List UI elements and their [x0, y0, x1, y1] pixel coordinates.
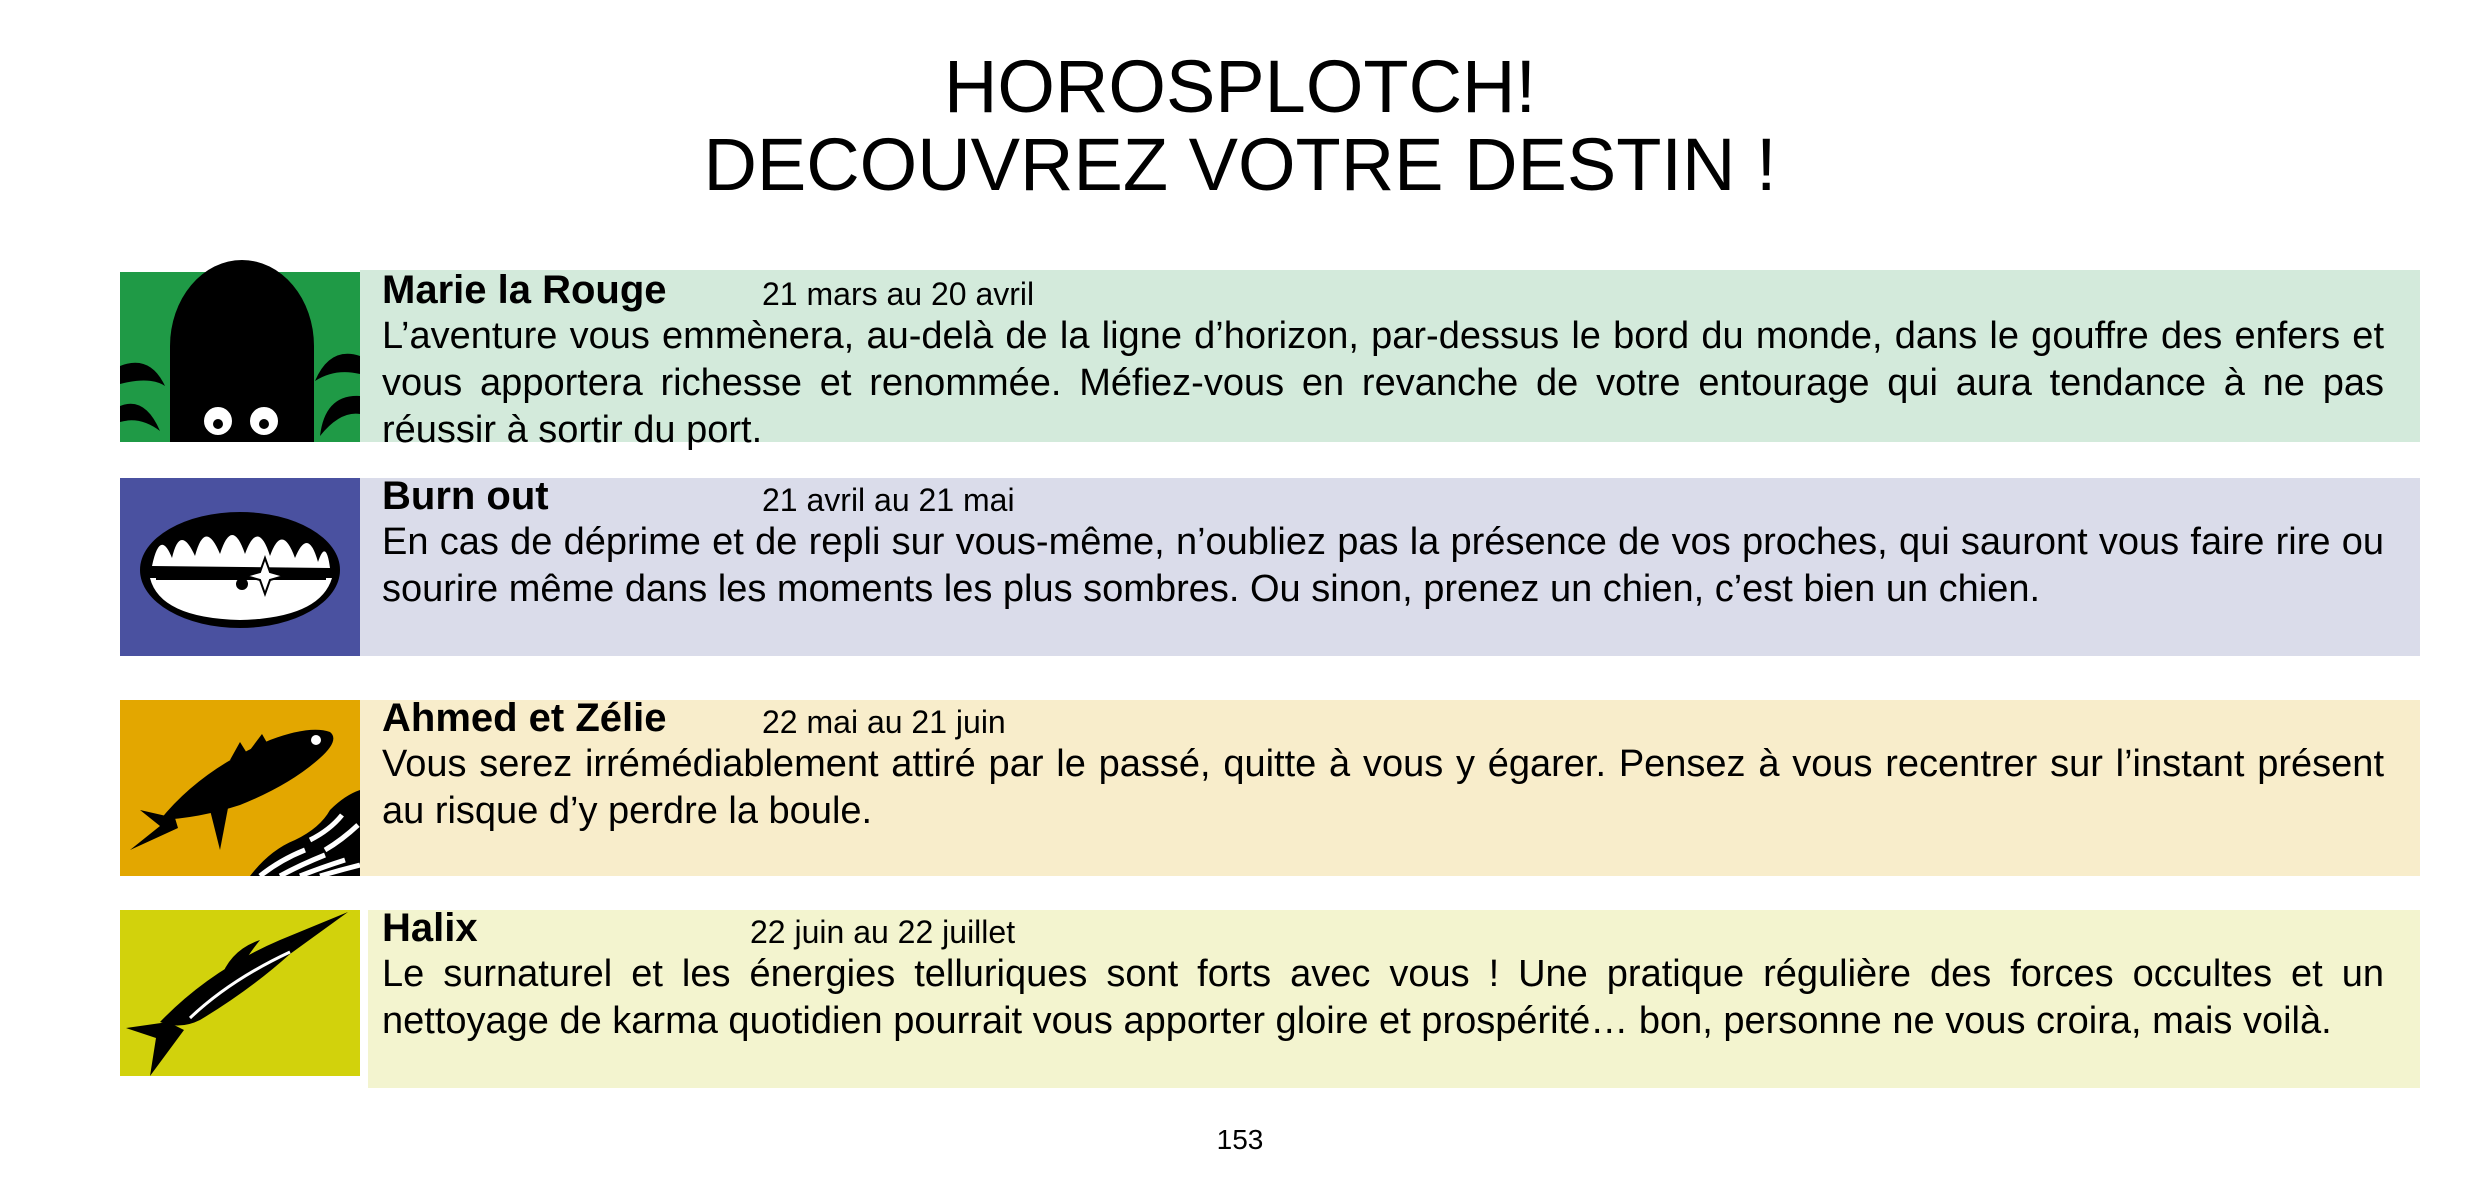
horoscope-entry-burn-out — [120, 474, 2420, 656]
title-line-2: DECOUVREZ VOTRE DESTIN ! — [703, 123, 1777, 206]
entry-text — [382, 696, 2384, 835]
entry-description: L’aventure vous emmènera, au-delà de la ligne d’horizon, par-dessus le bord du monde, dans le gouffre des enfers et vous apportera richesse et renommée. Méfiez-vous en revanche de votre entourage qui aura tendance à ne pas réussir à sortir du port. — [382, 315, 2384, 451]
title-line-1: HOROSPLOTCH! — [943, 45, 1537, 128]
entry-text — [382, 474, 2384, 613]
entry-dates: 21 mars au 20 avril — [762, 276, 1035, 312]
swordfish-icon — [120, 910, 360, 1076]
horoscope-entry-halix — [120, 906, 2420, 1088]
entry-text — [382, 906, 2384, 1045]
entry-description: En cas de déprime et de repli sur vous-même, n’oubliez pas la présence de vos proches, qui sauront vous faire rire ou sourire même dans les moments les plus sombres. Ou sinon, prenez un chien, c’est bien un chien. — [382, 521, 2384, 610]
entry-description: Vous serez irrémédiablement attiré par le passé, quitte à vous y égarer. Pensez à vous recentrer sur l’instant présent au risque d’y perdre la boule. — [382, 743, 2384, 832]
entry-name: Marie la Rouge — [382, 268, 667, 312]
entry-name: Ahmed et Zélie — [382, 696, 667, 740]
entry-text — [382, 268, 2384, 454]
entry-description: Le surnaturel et les énergies telluriques sont forts avec vous ! Une pratique régulière des forces occultes et un nettoyage de karma quotidien pourrait vous apporter gloire et prospérité… bon, personne ne vous croira, mais voilà. — [382, 953, 2384, 1042]
entry-name: Halix — [382, 906, 478, 950]
entry-name: Burn out — [382, 474, 549, 518]
entry-dates: 21 avril au 21 mai — [762, 482, 1015, 518]
entry-dates: 22 mai au 21 juin — [762, 704, 1006, 740]
fish-icon — [120, 700, 360, 876]
octopus-icon — [120, 246, 360, 442]
page-number: 153 — [1216, 1124, 1264, 1155]
horoscope-entry-marie-la-rouge — [120, 246, 2420, 451]
entry-dates: 22 juin au 22 juillet — [750, 914, 1016, 950]
page-title — [0, 45, 2480, 206]
clam-icon — [120, 478, 360, 656]
horoscope-entry-ahmed-et-zelie — [120, 696, 2420, 876]
